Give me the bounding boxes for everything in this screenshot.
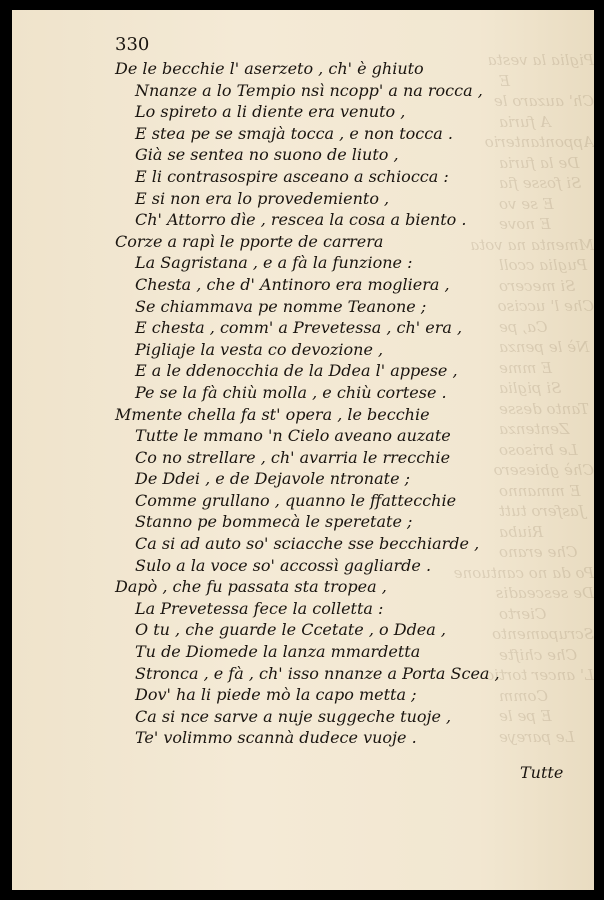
verse-line: Lo spireto a li diente era venuto , <box>135 102 406 122</box>
bleed-line: Si mecero <box>499 276 576 295</box>
verse-line: Se chiammava pe nomme Teanone ; <box>135 296 427 316</box>
bleed-line: De sesceadis <box>495 584 594 602</box>
bleed-line: Comm <box>499 686 548 705</box>
verse-line: Comme grullano , quanno le ffattecchie <box>135 490 457 510</box>
verse-line: Co no strellare , ch' avarria le rrecchie <box>135 447 451 467</box>
verse-line: La Prevetessa fece la colletta : <box>135 598 384 618</box>
bleed-line: E se vo <box>499 194 554 213</box>
bleed-line: Si piglia <box>499 379 562 397</box>
bleed-line: E pe le <box>499 707 552 725</box>
bleed-line: L' ancer tortio <box>485 666 594 684</box>
catchword: Tutte <box>520 763 564 782</box>
verse-line: Ca si nce sarve a nuje suggeche tuoje , <box>135 706 452 726</box>
bleed-line: Zentenza <box>499 420 570 438</box>
verse-line: Già se sentea no suono de liuto , <box>135 145 399 165</box>
verse-line: Tutte le mmano 'n Cielo aveano auzate <box>135 426 451 446</box>
poem-text <box>115 58 555 749</box>
verse-line: Stanno pe bommecà le speretate ; <box>135 512 413 532</box>
bleed-line: Appontanterio <box>484 133 594 151</box>
bleed-line: Le brisoso <box>499 440 578 459</box>
page-number: 330 <box>115 34 150 55</box>
bleed-line: A furia <box>499 112 551 131</box>
verse-line: La Sagristana , e a fà la funzione : <box>135 253 413 273</box>
verse-line: Ch' Attorro dìe , rescea la cosa a biento . <box>135 210 467 230</box>
verse-line: Corze a rapì le pporte de carrera <box>115 231 384 251</box>
verse-line: Pigliaje la vesta co devozione , <box>135 339 384 359</box>
bleed-line: E mme <box>499 358 553 377</box>
bleed-line: Che erano <box>499 543 578 561</box>
verse-line: O tu , che guarde le Ccetate , o Ddea , <box>135 620 446 640</box>
verse-line: De le becchie l' aserzeto , ch' è ghiuto <box>115 59 424 78</box>
bleed-line: Scrupamento <box>492 625 594 643</box>
bleed-line: Si fosse fia <box>499 174 582 192</box>
bleed-line: Mmenta na vota <box>470 235 594 254</box>
verse-line: E a le ddenocchia de la Ddea l' appese , <box>135 361 458 381</box>
verse-line: Te' volimmo scannà dudece vuoje . <box>135 728 417 748</box>
book-page <box>12 10 594 890</box>
bleed-line: Che chifte <box>499 645 578 664</box>
bleed-line: Che l' ucciso <box>497 297 594 315</box>
bleed-line: E nove <box>499 215 551 233</box>
bleed-line: Ca, pe <box>499 317 548 336</box>
bleed-line: Ch' auzaro le <box>493 92 594 110</box>
verse-line: Dapò , che fu passata sta tropea , <box>115 577 387 597</box>
bleed-line: Jasfero tutt <box>499 502 585 520</box>
verse-line: E chesta , comm' a Prevetessa , ch' era , <box>135 318 463 338</box>
verse-line: E li contrasospire asceano a schiocca : <box>135 166 449 186</box>
verse-line: Sulo a la voce so' accossì gagliarde . <box>135 555 432 575</box>
bleed-line: Nè le penza <box>499 338 590 356</box>
bleed-line: Puglia ccoll <box>499 256 588 274</box>
bleed-line: E <box>499 71 510 90</box>
bleed-line: Cierto <box>499 604 547 623</box>
verse-line: Tu de Diomede la lanza mmardetta <box>135 642 421 662</box>
bleed-line: Le pareye <box>499 727 575 746</box>
verse-line: Pe se la fà chiù molla , e chiù cortese . <box>135 382 447 402</box>
bleed-line: Piglia la vesta <box>487 51 594 69</box>
verse-line: Dov' ha li piede mò la capo metta ; <box>135 685 417 705</box>
verse-line: De Ddei , e de Dejavole ntronate ; <box>135 469 411 489</box>
verse-line: Chesta , che d' Antinoro era mogliera , <box>135 274 450 294</box>
bleed-line: Po da no cantuone <box>453 563 594 582</box>
verse-line: Stronca , e fà , ch' isso nnanze a Porta Scea , <box>135 663 500 683</box>
verse-line: E stea pe se smajà tocca , e non tocca . <box>135 123 453 143</box>
bleed-line: Riuba <box>499 522 544 541</box>
verse-line: Mmente chella fa st' opera , le becchie <box>115 404 430 424</box>
bleed-line: De la furia <box>499 153 580 172</box>
bleed-line: Chè gbiesero <box>493 461 594 479</box>
verse-line: E si non era lo provedemiento , <box>135 188 390 208</box>
bleed-line: E mmanno <box>499 481 581 500</box>
verse-line: Nnanze a lo Tempio nsì ncopp' a na rocca , <box>135 80 483 100</box>
verse-line: Ca si ad auto so' sciacche sse becchiarde , <box>135 534 480 554</box>
bleed-line: Tanto desse <box>499 399 590 418</box>
